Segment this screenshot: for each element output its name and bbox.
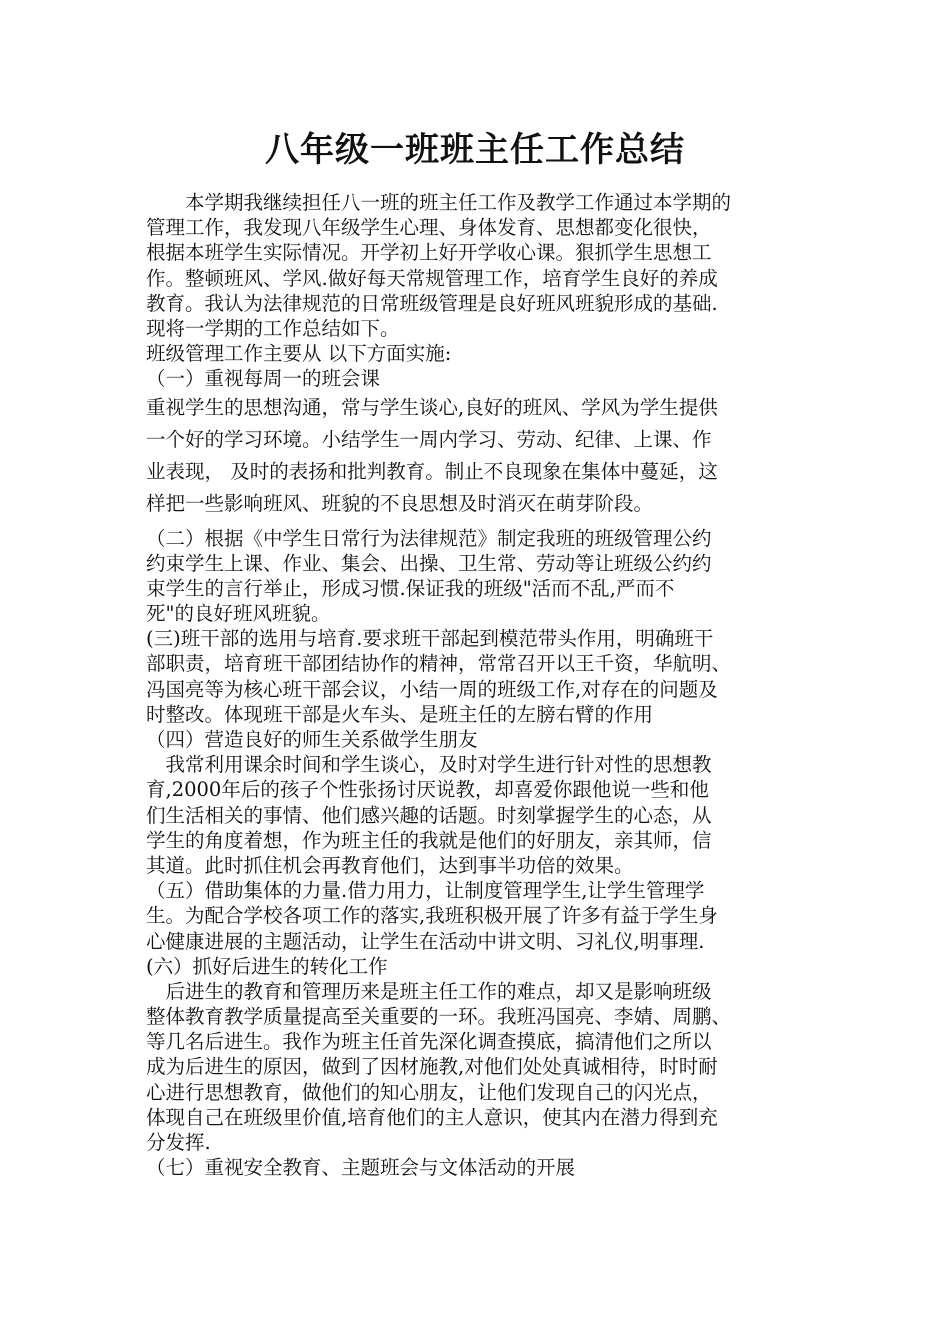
- section-heading: (六）抓好后进生的转化工作: [146, 954, 388, 978]
- section-heading: （七）重视安全教育、主题班会与文体活动的开展: [146, 1156, 576, 1180]
- text-line: 时整改。体现班干部是火车头、是班主任的左膀右臂的作用: [146, 702, 654, 726]
- section-heading: （二）根据《中学生日常行为法律规范》制定我班的班级管理公约: [146, 526, 712, 550]
- text-line: 分发挥.: [146, 1131, 211, 1154]
- text-line: 其道。此时抓住机会再教育他们，达到事半功倍的效果。: [146, 853, 634, 877]
- text-line: 心进行思想教育，做他们的知心朋友，让他们发现自己的闪光点，: [146, 1080, 712, 1104]
- text-line: 整体教育教学质量提高至关重要的一环。我班冯国亮、李婧、周鹏、: [146, 1005, 732, 1029]
- text-line: 班级管理工作主要从 以下方面实施:: [146, 342, 452, 366]
- text-line: 本学期我继续担任八一班的班主任工作及教学工作通过本学期的: [146, 191, 732, 214]
- text-line: 作。整顿班风、学风.做好每天常规管理工作，培育学生良好的养成: [146, 266, 718, 290]
- text-line: 死"的良好班风班貌。: [146, 602, 331, 626]
- text-line: 体现自己在班级里价值,培育他们的主人意识，使其内在潜力得到充: [146, 1105, 718, 1129]
- section-heading: （四）营造良好的师生关系做学生朋友: [146, 728, 478, 751]
- text-line: 后进生的教育和管理历来是班主任工作的难点，却又是影响班级: [146, 979, 712, 1003]
- text-line: 等几名后进生。我作为班主任首先深化调查摸底，搞清他们之所以: [146, 1030, 712, 1054]
- text-line: 重视学生的思想沟通，常与学生谈心,良好的班风、学风为学生提供: [146, 395, 718, 419]
- section-heading: （一）重视每周一的班会课: [146, 367, 381, 391]
- text-line: 心健康进展的主题活动，让学生在活动中讲文明、习礼仪,明事理.: [146, 929, 705, 953]
- text-line: 成为后进生的原因，做到了因材施教,对他们处处真诚相待，时时耐: [146, 1055, 718, 1079]
- text-line: 样把一些影响班风、班貌的不良思想及时消灭在萌芽阶段。: [146, 491, 654, 515]
- text-line: 业表现， 及时的表扬和批判教育。制止不良现象在集体中蔓延，这: [146, 459, 718, 483]
- text-line: 学生的角度着想，作为班主任的我就是他们的好朋友，亲其师，信: [146, 828, 712, 852]
- text-line: 们生活相关的事情、他们感兴趣的话题。时刻掌握学生的心态，从: [146, 803, 712, 827]
- text-line: 生。为配合学校各项工作的落实,我班积极开展了许多有益于学生身: [146, 904, 718, 928]
- section-heading: （五）借助集体的力量.借力用力，让制度管理学生,让学生管理学: [146, 879, 705, 903]
- document-body: [146, 190, 826, 1180]
- text-line: 根据本班学生实际情况。开学初上好开学收心课。狠抓学生思想工: [146, 241, 712, 265]
- text-line: 束学生的言行举止，形成习惯.保证我的班级"活而不乱,严而不: [146, 576, 675, 600]
- text-line: 部职责，培育班干部团结协作的精神，常常召开以王千资，华航明、: [146, 652, 732, 676]
- text-line: 冯国亮等为核心班干部会议，小结一周的班级工作,对存在的问题及: [146, 677, 718, 701]
- text-line: 教育。我认为法律规范的日常班级管理是良好班风班貌形成的基础.: [146, 291, 718, 315]
- text-line: 管理工作，我发现八年级学生心理、身体发育、思想都变化很快，: [146, 216, 712, 240]
- text-line: 现将一学期的工作总结如下。: [146, 316, 400, 340]
- document-title: 八年级一班班主任工作总结: [265, 130, 685, 170]
- text-line: 我常利用课余时间和学生谈心，及时对学生进行针对性的思想教: [146, 753, 712, 777]
- text-line: 约束学生上课、作业、集会、出操、卫生常、劳动等让班级公约约: [146, 551, 712, 575]
- text-line: 一个好的学习环境。小结学生一周内学习、劳动、纪律、上课、作: [146, 427, 712, 451]
- section-heading: (三)班干部的选用与培育.要求班干部起到模范带头作用，明确班干: [146, 627, 714, 651]
- text-line: 育,2000年后的孩子个性张扬讨厌说教，却喜爱你跟他说一些和他: [146, 778, 709, 802]
